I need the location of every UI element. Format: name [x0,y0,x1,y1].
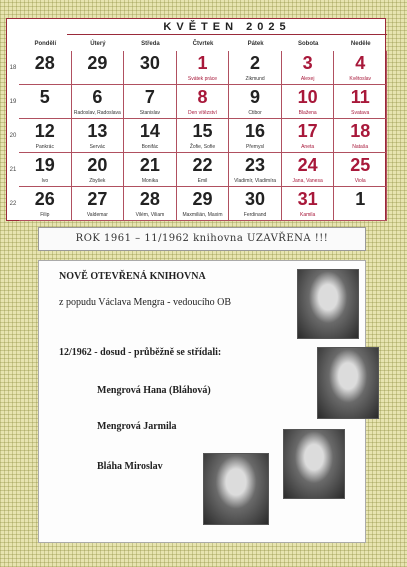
day-number: 1 [355,189,366,209]
calendar-day [229,85,282,119]
person-name: Mengrová Jarmila [97,421,177,432]
nameday: Vladimír, Vladimíra [234,178,277,184]
library-panel [38,260,366,543]
day-number: 28 [139,189,160,209]
calendar-day [124,153,177,187]
nameday: Kamila [299,212,316,218]
calendar-day [19,119,72,153]
week-number: 22 [9,201,17,207]
day-number: 29 [192,189,213,209]
day-number: 13 [87,121,108,141]
calendar-day [72,119,125,153]
calendar-day [334,153,387,187]
day-number: 25 [350,155,371,175]
weekday-label: Pondělí [34,41,57,47]
nameday: Přemysl [246,144,265,150]
week-number: 20 [9,133,17,139]
nameday: Servác [89,144,106,150]
calendar-day [177,187,230,221]
nameday: Radoslav, Radoslava [73,110,121,116]
calendar-day [229,153,282,187]
calendar-day [124,119,177,153]
calendar-grid [19,51,387,221]
calendar-day [177,85,230,119]
panel-heading: NOVĚ OTEVŘENÁ KNIHOVNA [59,271,206,282]
calendar-day [72,85,125,119]
nameday: Emil [197,178,208,184]
calendar-day [177,51,230,85]
weekday-label: Pátek [247,41,264,47]
day-number: 4 [355,53,366,73]
calendar-day [19,187,72,221]
day-number: 29 [87,53,108,73]
weekday-label: Středa [141,41,160,47]
nameday: Blažena [298,110,317,116]
day-number: 24 [297,155,318,175]
day-number: 27 [87,189,108,209]
day-number: 31 [297,189,318,209]
day-number: 3 [302,53,313,73]
person-name: Mengrová Hana (Bláhová) [97,385,211,396]
day-number: 11 [350,87,370,107]
portrait-photo [283,429,345,499]
calendar-day [124,187,177,221]
calendar-day [177,119,230,153]
closure-banner: ROK 1961 – 11/1962 knihovna UZAVŘENA !!! [38,227,366,251]
nameday: Aneta [301,144,315,150]
day-number: 30 [139,53,160,73]
weekday-label: Čtvrtek [192,41,214,47]
week-number: 19 [9,99,17,105]
nameday: Valdemar [86,212,108,218]
nameday: Stanislav [139,110,161,116]
calendar-day [334,51,387,85]
panel-subheading: z popudu Václava Mengra - vedoucího OB [59,297,231,308]
calendar-day [334,119,387,153]
calendar-day [282,85,335,119]
day-number: 7 [144,87,155,107]
day-number: 10 [297,87,318,107]
calendar-day [282,51,335,85]
calendar-day [282,119,335,153]
calendar-day [19,85,72,119]
day-number: 26 [34,189,55,209]
nameday: Žofie, Sofie [189,144,216,150]
day-number: 6 [92,87,103,107]
calendar-day [229,187,282,221]
day-number: 16 [245,121,266,141]
nameday: Vilém, Viliam [135,212,165,218]
nameday: Maxmilián, Maxim [182,212,223,218]
panel-period: 12/1962 - dosud - průběžně se střídali: [59,347,222,358]
day-number: 14 [139,121,160,141]
weekday-label: Úterý [90,41,106,47]
calendar-day [177,153,230,187]
calendar-day [19,51,72,85]
nameday: Monika [141,178,158,184]
calendar-day [229,119,282,153]
day-number: 12 [34,121,55,141]
day-number: 8 [197,87,208,107]
nameday: Alexej [300,76,315,82]
day-number: 15 [192,121,213,141]
day-number: 20 [87,155,108,175]
day-number: 9 [250,87,261,107]
day-number: 1 [197,53,208,73]
day-number: 17 [297,121,318,141]
calendar-day [72,153,125,187]
nameday: Zikmund [245,76,265,82]
calendar-day [124,51,177,85]
calendar-day [229,51,282,85]
week-number: 21 [9,167,17,173]
day-number: 28 [34,53,55,73]
nameday: Viola [354,178,366,184]
nameday: Ivo [41,178,49,184]
weekday-label: Sobota [298,41,319,47]
nameday: Nataša [352,144,369,150]
calendar-day [124,85,177,119]
day-number: 18 [350,121,371,141]
portrait-photo [203,453,269,525]
nameday: Den vítězství [188,110,217,116]
day-number: 21 [139,155,160,175]
calendar-day [72,187,125,221]
day-number: 30 [245,189,266,209]
day-number: 19 [34,155,55,175]
nameday: Ferdinand [243,212,267,218]
calendar-day [334,187,387,221]
weekday-label: Neděle [350,41,371,47]
calendar-day [282,187,335,221]
day-number: 5 [39,87,50,107]
calendar-day [19,153,72,187]
calendar [6,18,386,221]
day-number: 2 [250,53,261,73]
portrait-photo [297,269,359,339]
nameday: Bonifác [141,144,159,150]
calendar-day [334,85,387,119]
nameday: Svatava [351,110,370,116]
day-number: 22 [192,155,213,175]
week-number: 18 [9,65,17,71]
day-number: 23 [245,155,266,175]
nameday: Květoslav [349,76,372,82]
calendar-title: KVĚTEN 2025 [67,19,387,35]
week-numbers [7,51,19,221]
nameday: Ctibor [248,110,262,116]
nameday: Jana, Vanesa [292,178,323,184]
nameday: Zbyšek [89,178,106,184]
calendar-day [72,51,125,85]
nameday: Filip [40,212,50,218]
portrait-photo [317,347,379,419]
weekday-header [19,41,387,51]
person-name: Bláha Miroslav [97,461,163,472]
calendar-day [282,153,335,187]
nameday: Svátek práce [187,76,218,82]
nameday: Pankrác [35,144,54,150]
